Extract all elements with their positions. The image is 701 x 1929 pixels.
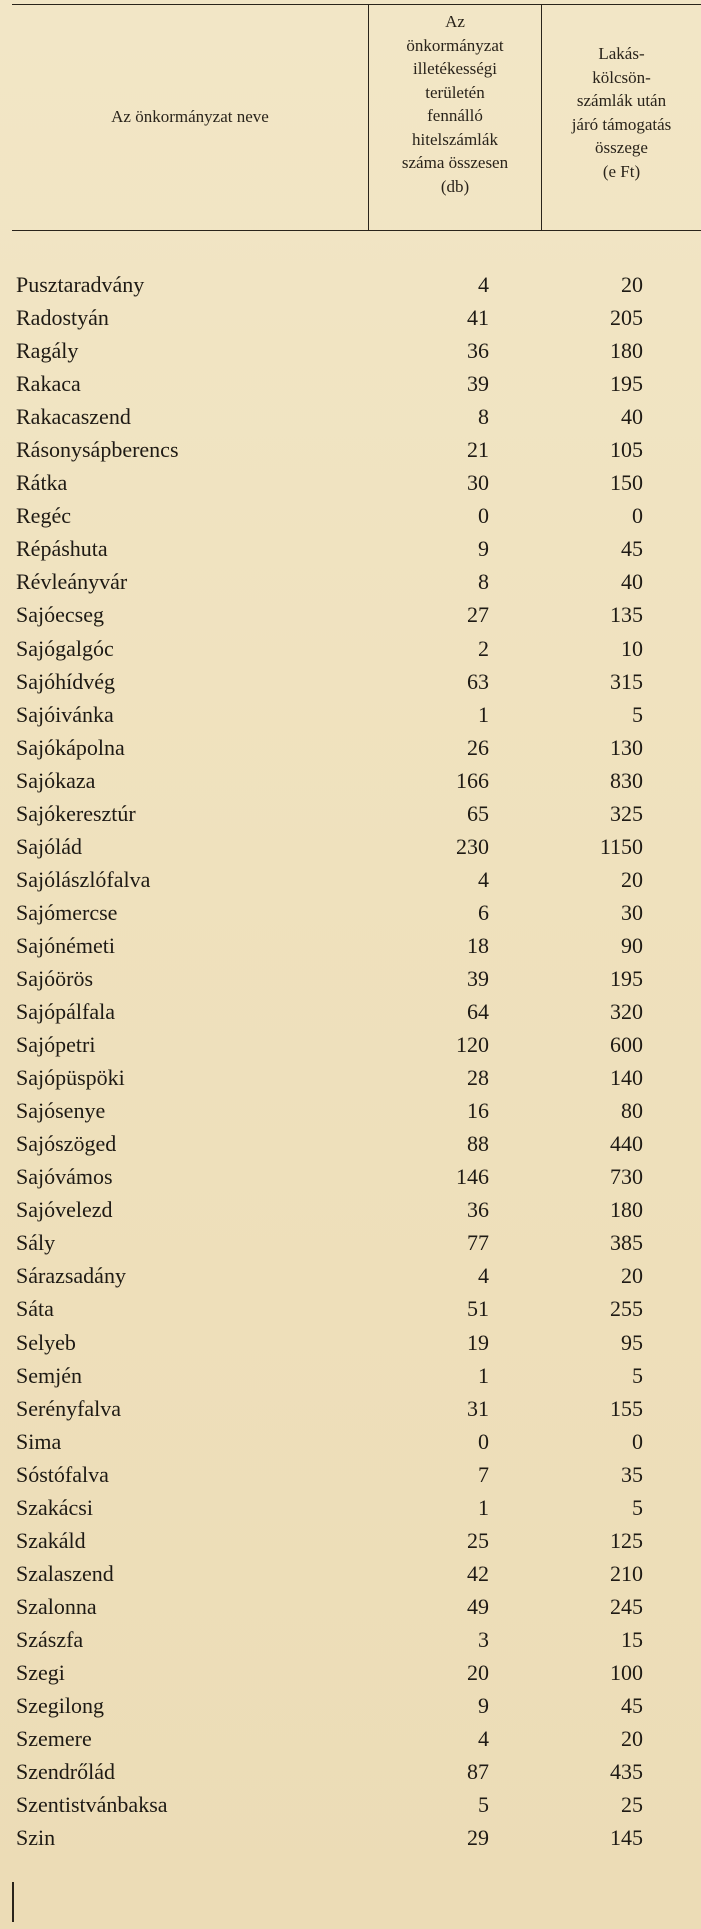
table-row — [0, 433, 701, 466]
subsidy-amount: 440 — [610, 1131, 643, 1157]
account-count: 25 — [467, 1527, 489, 1553]
table-row — [0, 367, 701, 400]
municipality-name: Selyeb — [16, 1329, 76, 1355]
municipality-name: Rakaca — [16, 371, 81, 397]
subsidy-amount: 10 — [621, 635, 643, 661]
table-row — [0, 1491, 701, 1524]
table-row — [0, 598, 701, 631]
municipality-name: Sajóörös — [16, 965, 93, 991]
subsidy-amount: 20 — [621, 1263, 643, 1289]
account-count: 39 — [467, 965, 489, 991]
municipality-name: Szemere — [16, 1726, 92, 1752]
table-row — [0, 665, 701, 698]
account-count: 120 — [456, 1032, 489, 1058]
subsidy-amount: 600 — [610, 1032, 643, 1058]
account-count: 5 — [478, 1792, 489, 1818]
subsidy-amount: 30 — [621, 899, 643, 925]
subsidy-amount: 195 — [610, 371, 643, 397]
subsidy-amount: 80 — [621, 1098, 643, 1124]
account-count: 0 — [478, 503, 489, 529]
subsidy-amount: 435 — [610, 1759, 643, 1785]
subsidy-amount: 320 — [610, 999, 643, 1025]
subsidy-amount: 130 — [610, 734, 643, 760]
table-row — [0, 1425, 701, 1458]
subsidy-amount: 315 — [610, 668, 643, 694]
subsidy-amount: 140 — [610, 1065, 643, 1091]
account-count: 26 — [467, 734, 489, 760]
subsidy-amount: 5 — [632, 1362, 643, 1388]
account-count: 7 — [478, 1461, 489, 1487]
subsidy-amount: 20 — [621, 866, 643, 892]
table-row — [0, 1127, 701, 1160]
municipality-name: Rásonysápberencs — [16, 437, 179, 463]
table-row — [0, 929, 701, 962]
table-row — [0, 1524, 701, 1557]
table-row — [0, 565, 701, 598]
table-row — [0, 1821, 701, 1854]
subsidy-amount: 5 — [632, 1494, 643, 1520]
subsidy-amount: 90 — [621, 932, 643, 958]
municipality-name: Radostyán — [16, 305, 109, 331]
subsidy-amount: 325 — [610, 800, 643, 826]
account-count: 4 — [478, 1726, 489, 1752]
subsidy-amount: 385 — [610, 1230, 643, 1256]
account-count: 3 — [478, 1626, 489, 1652]
subsidy-amount: 155 — [610, 1395, 643, 1421]
subsidy-amount: 20 — [621, 1726, 643, 1752]
municipality-name: Szegi — [16, 1659, 65, 1685]
account-count: 51 — [467, 1296, 489, 1322]
account-count: 87 — [467, 1759, 489, 1785]
subsidy-amount: 45 — [621, 1693, 643, 1719]
subsidy-amount: 150 — [610, 470, 643, 496]
subsidy-amount: 25 — [621, 1792, 643, 1818]
subsidy-amount: 40 — [621, 569, 643, 595]
margin-mark — [12, 1882, 14, 1922]
column-header-name — [12, 6, 368, 228]
municipality-name: Serényfalva — [16, 1395, 122, 1421]
account-count: 230 — [456, 833, 489, 859]
municipality-name: Sajólád — [16, 833, 82, 859]
municipality-name: Szászfa — [16, 1626, 84, 1652]
table-row — [0, 632, 701, 665]
table-row — [0, 1722, 701, 1755]
table-row — [0, 1755, 701, 1788]
subsidy-amount: 105 — [610, 437, 643, 463]
subsidy-amount: 135 — [610, 602, 643, 628]
account-count: 31 — [467, 1395, 489, 1421]
account-count: 8 — [478, 404, 489, 430]
account-count: 28 — [467, 1065, 489, 1091]
table-row — [0, 1788, 701, 1821]
table-top-rule — [12, 4, 701, 5]
table-row — [0, 334, 701, 367]
municipality-name: Sály — [16, 1230, 56, 1256]
table-row — [0, 995, 701, 1028]
table-row — [0, 1326, 701, 1359]
column-header-count — [369, 6, 541, 228]
table-row — [0, 1458, 701, 1491]
municipality-name: Sajópálfala — [16, 999, 115, 1025]
account-count: 1 — [478, 1494, 489, 1520]
account-count: 42 — [467, 1560, 489, 1586]
municipality-name: Sajósenye — [16, 1098, 106, 1124]
municipality-name: Sajópetri — [16, 1032, 96, 1058]
subsidy-amount: 35 — [621, 1461, 643, 1487]
subsidy-amount: 195 — [610, 965, 643, 991]
municipality-name: Ragály — [16, 338, 79, 364]
table-row — [0, 1656, 701, 1689]
subsidy-amount: 15 — [621, 1626, 643, 1652]
subsidy-amount: 205 — [610, 305, 643, 331]
account-count: 9 — [478, 1693, 489, 1719]
municipality-name: Semjén — [16, 1362, 82, 1388]
account-count: 1 — [478, 701, 489, 727]
subsidy-amount: 125 — [610, 1527, 643, 1553]
municipality-name: Révleányvár — [16, 569, 128, 595]
municipality-name: Szakáld — [16, 1527, 86, 1553]
account-count: 20 — [467, 1659, 489, 1685]
account-count: 166 — [456, 767, 489, 793]
subsidy-amount: 45 — [621, 536, 643, 562]
subsidy-amount: 40 — [621, 404, 643, 430]
account-count: 8 — [478, 569, 489, 595]
municipality-name: Sajóecseg — [16, 602, 104, 628]
table-row — [0, 731, 701, 764]
table-row — [0, 1028, 701, 1061]
account-count: 4 — [478, 272, 489, 297]
subsidy-amount: 180 — [610, 338, 643, 364]
municipality-name: Rakacaszend — [16, 404, 131, 430]
municipality-name: Sajómercse — [16, 899, 118, 925]
subsidy-amount: 730 — [610, 1164, 643, 1190]
subsidy-amount: 5 — [632, 701, 643, 727]
table-row — [0, 1193, 701, 1226]
table-row — [0, 1061, 701, 1094]
column-header-amount — [542, 6, 701, 228]
table-row — [0, 1392, 701, 1425]
subsidy-amount: 100 — [610, 1659, 643, 1685]
municipality-name: Szendrőlád — [16, 1759, 115, 1785]
municipality-name: Szalonna — [16, 1593, 97, 1619]
municipality-name: Sima — [16, 1428, 62, 1454]
municipality-name: Szegilong — [16, 1693, 104, 1719]
account-count: 65 — [467, 800, 489, 826]
municipality-name: Sajóvelezd — [16, 1197, 113, 1223]
subsidy-amount: 255 — [610, 1296, 643, 1322]
table-row — [0, 499, 701, 532]
subsidy-amount: 830 — [610, 767, 643, 793]
table-row — [0, 400, 701, 433]
table-row — [0, 1259, 701, 1292]
table-row — [0, 698, 701, 731]
account-count: 41 — [467, 305, 489, 331]
municipality-name: Sajópüspöki — [16, 1065, 125, 1091]
column-header-name-text: Az önkormányzat neve — [111, 107, 269, 127]
municipality-name: Répáshuta — [16, 536, 108, 562]
account-count: 4 — [478, 1263, 489, 1289]
municipality-name: Sárazsadány — [16, 1263, 126, 1289]
table-row — [0, 1292, 701, 1325]
table-row — [0, 1094, 701, 1127]
table-row — [0, 962, 701, 995]
account-count: 146 — [456, 1164, 489, 1190]
municipality-name: Szentistvánbaksa — [16, 1792, 168, 1818]
subsidy-amount: 245 — [610, 1593, 643, 1619]
municipality-name: Sajóvámos — [16, 1164, 113, 1190]
account-count: 1 — [478, 1362, 489, 1388]
account-count: 29 — [467, 1825, 489, 1851]
municipality-name: Szin — [16, 1825, 56, 1851]
account-count: 64 — [467, 999, 489, 1025]
table-row — [0, 797, 701, 830]
subsidy-amount: 145 — [610, 1825, 643, 1851]
table-row — [0, 863, 701, 896]
subsidy-amount: 0 — [632, 503, 643, 529]
account-count: 30 — [467, 470, 489, 496]
subsidy-amount: 20 — [621, 272, 643, 297]
table-row — [0, 466, 701, 499]
table-row — [0, 1160, 701, 1193]
municipality-name: Sóstófalva — [16, 1461, 109, 1487]
account-count: 27 — [467, 602, 489, 628]
subsidy-amount: 0 — [632, 1428, 643, 1454]
municipality-name: Regéc — [16, 503, 71, 529]
municipality-name: Sajószöged — [16, 1131, 117, 1157]
subsidy-amount: 180 — [610, 1197, 643, 1223]
account-count: 63 — [467, 668, 489, 694]
account-count: 9 — [478, 536, 489, 562]
municipality-name: Sajókápolna — [16, 734, 125, 760]
account-count: 0 — [478, 1428, 489, 1454]
municipality-name: Sajónémeti — [16, 932, 115, 958]
table-row — [0, 532, 701, 565]
table-row — [0, 764, 701, 797]
account-count: 21 — [467, 437, 489, 463]
table-row — [0, 830, 701, 863]
account-count: 36 — [467, 338, 489, 364]
column-header-amount-text: Lakás- kölcsön- számlák után járó támogatás összege (e Ft) — [571, 44, 672, 181]
account-count: 77 — [467, 1230, 489, 1256]
account-count: 39 — [467, 371, 489, 397]
municipality-name: Sajóhídvég — [16, 668, 115, 694]
header-bottom-rule — [12, 230, 701, 231]
table-row — [0, 301, 701, 334]
column-header-count-text: Az önkormányzat illetékességi területén fennálló hitelszámlák száma összesen (db) — [401, 12, 509, 196]
municipality-name: Pusztaradvány — [16, 272, 145, 297]
municipality-name: Sajólászlófalva — [16, 866, 151, 892]
table-row — [0, 1590, 701, 1623]
table-body — [0, 268, 701, 1854]
account-count: 16 — [467, 1098, 489, 1124]
table-row — [0, 268, 701, 301]
subsidy-amount: 210 — [610, 1560, 643, 1586]
table-row — [0, 1226, 701, 1259]
account-count: 49 — [467, 1593, 489, 1619]
municipality-name: Sajókeresztúr — [16, 800, 136, 826]
municipality-name: Szalaszend — [16, 1560, 114, 1586]
subsidy-amount: 95 — [621, 1329, 643, 1355]
municipality-name: Sajóivánka — [16, 701, 114, 727]
account-count: 88 — [467, 1131, 489, 1157]
table-row — [0, 1359, 701, 1392]
subsidy-amount: 1150 — [599, 833, 643, 859]
account-count: 18 — [467, 932, 489, 958]
account-count: 4 — [478, 866, 489, 892]
account-count: 19 — [467, 1329, 489, 1355]
municipality-name: Sáta — [16, 1296, 54, 1322]
table-row — [0, 1689, 701, 1722]
table-row — [0, 896, 701, 929]
municipality-name: Rátka — [16, 470, 68, 496]
municipality-name: Sajógalgóc — [16, 635, 114, 661]
municipality-name: Sajókaza — [16, 767, 96, 793]
table-row — [0, 1557, 701, 1590]
account-count: 36 — [467, 1197, 489, 1223]
account-count: 6 — [478, 899, 489, 925]
account-count: 2 — [478, 635, 489, 661]
table-row — [0, 1623, 701, 1656]
municipality-name: Szakácsi — [16, 1494, 93, 1520]
